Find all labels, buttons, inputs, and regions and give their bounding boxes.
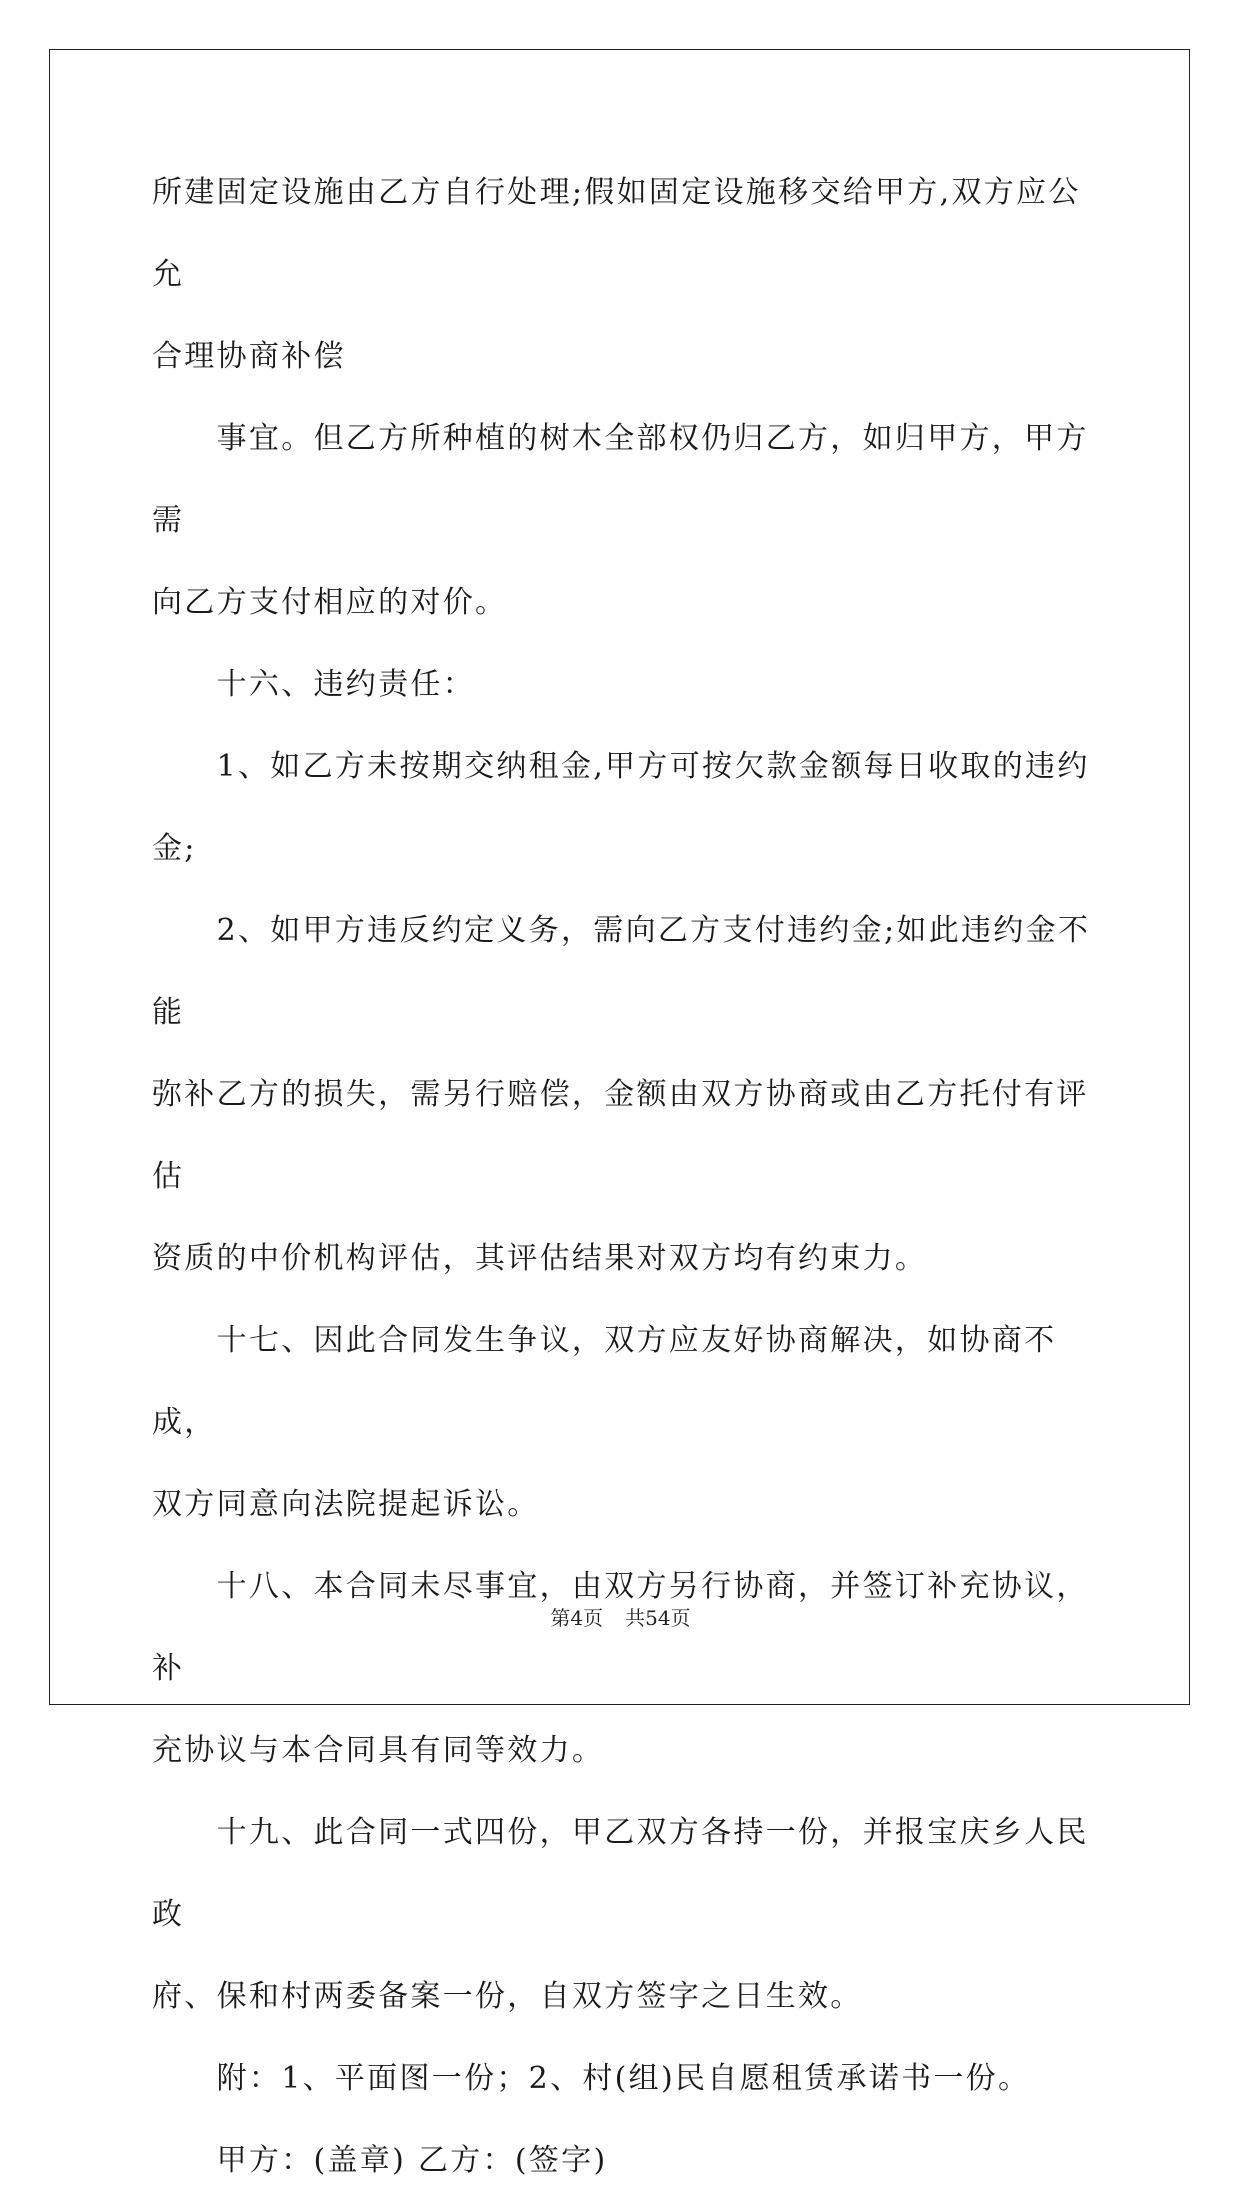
text-line: 2、如甲方违反约定义务，需向乙方支付违约金;如此违约金不能 — [152, 913, 1091, 1030]
text-line: 弥补乙方的损失，需另行赔偿，金额由双方协商或由乙方托付有评估 — [152, 1077, 1089, 1194]
text-line: 十六、违约责任： — [152, 667, 475, 702]
page-total: 共54页 — [625, 1606, 691, 1630]
text-line: 十八、本合同未尽事宜，由双方另行协商，并签订补充协议，补 — [152, 1569, 1089, 1686]
text-line: 充协议与本合同具有同等效力。 — [152, 1733, 605, 1768]
text-line: 合理协商补偿 — [152, 339, 346, 374]
text-line: 事宜。但乙方所种植的树木全部权仍归乙方，如归甲方，甲方需 — [152, 421, 1089, 538]
text-line: 向乙方支付相应的对价。 — [152, 585, 508, 620]
text-line: 所建固定设施由乙方自行处理;假如固定设施移交给甲方,双方应公允 — [152, 175, 1081, 292]
text-line: 资质的中价机构评估，其评估结果对双方均有约束力。 — [152, 1241, 928, 1276]
page-number: 第4页 — [550, 1606, 604, 1630]
text-line: 1、如乙方未按期交纳租金,甲方可按欠款金额每日收取的违约金; — [152, 749, 1090, 866]
text-line: 十九、此合同一式四份，甲乙双方各持一份，并报宝庆乡人民政 — [152, 1815, 1089, 1932]
text-line: 十七、因此合同发生争议，双方应友好协商解决，如协商不成， — [152, 1323, 1057, 1440]
text-line: 府、保和村两委备案一份，自双方签字之日生效。 — [152, 1979, 863, 2014]
text-line: 双方同意向法院提起诉讼。 — [152, 1487, 540, 1522]
document-body — [152, 152, 1092, 2202]
page-footer — [0, 1602, 1241, 1631]
text-line: 附：1、平面图一份；2、村(组)民自愿租赁承诺书一份。 — [152, 2061, 1031, 2096]
text-line: 甲方：(盖章) 乙方：(签字) — [152, 2143, 608, 2178]
